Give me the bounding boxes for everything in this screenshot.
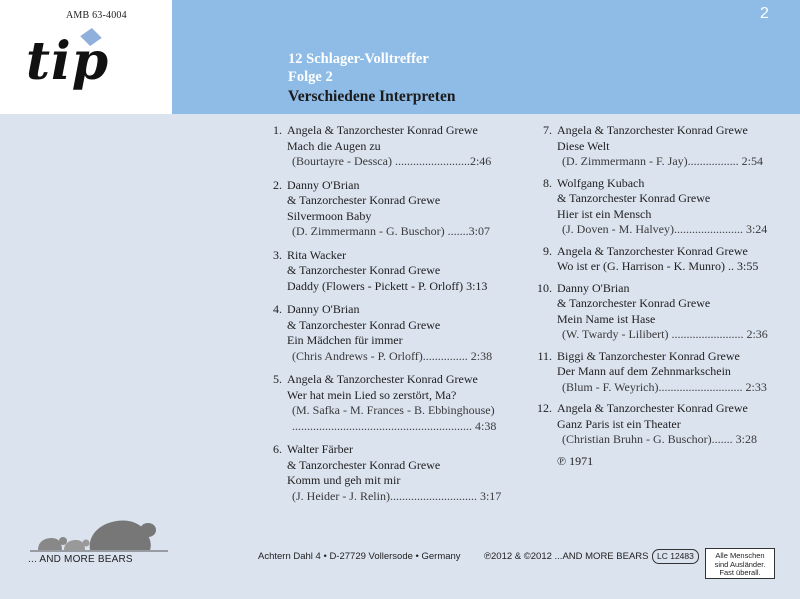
track-entry xyxy=(532,281,772,343)
track-credit: (Chris Andrews - P. Orloff)............... 2:38 xyxy=(292,348,493,363)
track-line: Silvermoon Baby xyxy=(287,208,372,223)
track-line: Hier ist ein Mensch xyxy=(557,206,652,221)
tip-logo: tip xyxy=(26,31,110,92)
track-credit: (D. Zimmermann - G. Buschor) .......3:07 xyxy=(292,224,490,238)
bears-label: ... AND MORE BEARS xyxy=(28,554,133,565)
track-line: Mein Name ist Hase xyxy=(557,311,656,326)
page-number: 2 xyxy=(760,5,769,22)
track-line: Ganz Paris ist ein Theater xyxy=(557,416,681,431)
track-line: Komm und geh mit mir xyxy=(287,473,401,487)
logo-panel xyxy=(0,0,172,114)
tracklist-left xyxy=(262,123,502,512)
label-code-badge: LC 12483 xyxy=(652,549,699,564)
slogan-box xyxy=(705,548,775,579)
track-number: 11. xyxy=(537,348,552,363)
track-credit: (M. Safka - M. Frances - B. Ebbinghouse) xyxy=(292,403,495,417)
track-line: & Tanzorchester Konrad Grewe xyxy=(287,193,441,207)
copyright-year: ℗ 1971 xyxy=(557,453,594,468)
track-credit: (W. Twardy - Lilibert) ........................ 2:36 xyxy=(562,327,768,341)
track-line: Angela & Tanzorchester Konrad Grewe xyxy=(557,243,748,258)
track-line: Walter Färber xyxy=(287,442,353,456)
track-line: Danny O'Brian xyxy=(287,302,360,316)
catalog-number: AMB 63-4004 xyxy=(66,10,127,21)
rights-notice: ℗2012 & ©2012 ...AND MORE BEARS xyxy=(484,551,649,562)
track-entry xyxy=(262,372,502,434)
track-line: Wolfgang Kubach xyxy=(557,175,645,190)
track-credit: (Bourtayre - Dessca) .........................2:46 xyxy=(292,154,492,168)
album-title: 12 Schlager-Volltreffer xyxy=(288,51,429,67)
track-entry xyxy=(532,401,772,448)
slogan-line: Fast überall. xyxy=(719,568,761,577)
track-line: & Tanzorchester Konrad Grewe xyxy=(287,457,441,472)
track-entry xyxy=(262,178,502,240)
track-line: Diese Welt xyxy=(557,138,610,153)
track-entry xyxy=(532,244,772,275)
track-line: Wer hat mein Lied so zerstört, Ma? xyxy=(287,387,457,402)
track-line: Angela & Tanzorchester Konrad Grewe xyxy=(557,123,748,137)
track-line: Danny O'Brian xyxy=(557,280,630,295)
track-number: 6. xyxy=(273,442,282,456)
track-line: & Tanzorchester Konrad Grewe xyxy=(287,263,441,277)
album-volume: Folge 2 xyxy=(288,69,333,85)
track-line: Daddy (Flowers - Pickett - P. Orloff) 3:13 xyxy=(287,278,488,293)
track-entry xyxy=(532,176,772,238)
track-line: Ein Mädchen für immer xyxy=(287,333,403,347)
track-number: 3. xyxy=(273,247,282,262)
track-number: 10. xyxy=(537,280,552,295)
bears-logo-icon xyxy=(30,512,170,554)
track-line: Angela & Tanzorchester Konrad Grewe xyxy=(287,372,478,386)
track-entry xyxy=(532,123,772,170)
publisher-address: Achtern Dahl 4 • D-27729 Vollersode • Germany xyxy=(258,551,461,562)
track-line: & Tanzorchester Konrad Grewe xyxy=(557,191,711,205)
track-credit: ............................................................ 4:38 xyxy=(292,418,497,433)
track-line: Wo ist er (G. Harrison - K. Munro) .. 3:55 xyxy=(557,259,759,273)
track-credit: (J. Heider - J. Relin)............................. 3:17 xyxy=(292,488,502,503)
track-number: 1. xyxy=(273,123,282,137)
track-number: 12. xyxy=(537,401,552,415)
slogan-line: sind Ausländer. xyxy=(714,559,766,569)
track-credit: (Christian Bruhn - G. Buschor)....... 3:28 xyxy=(562,432,757,446)
track-number: 7. xyxy=(543,123,552,137)
track-line: Der Mann auf dem Zehnmarkschein xyxy=(557,364,731,378)
slogan-line: Alle Menschen xyxy=(715,551,765,560)
track-number: 8. xyxy=(543,175,552,190)
track-line: Biggi & Tanzorchester Konrad Grewe xyxy=(557,348,740,363)
track-line: Mach die Augen zu xyxy=(287,138,381,153)
track-credit: (D. Zimmermann - F. Jay)................. 2:54 xyxy=(562,154,764,168)
track-line: Rita Wacker xyxy=(287,247,347,262)
track-line: Danny O'Brian xyxy=(287,177,360,192)
track-line: & Tanzorchester Konrad Grewe xyxy=(287,317,441,332)
track-entry xyxy=(262,442,502,504)
track-number: 4. xyxy=(273,302,282,316)
album-artists: Verschiedene Interpreten xyxy=(288,88,456,105)
track-number: 9. xyxy=(543,243,552,258)
track-entry xyxy=(262,123,502,170)
track-number: 2. xyxy=(273,177,282,192)
track-line: & Tanzorchester Konrad Grewe xyxy=(557,296,711,310)
track-entry xyxy=(262,248,502,295)
track-line: Angela & Tanzorchester Konrad Grewe xyxy=(287,123,478,137)
track-number: 5. xyxy=(273,372,282,386)
track-credit: (Blum - F. Weyrich)............................ 2:33 xyxy=(562,379,767,394)
tracklist-right xyxy=(532,123,772,469)
track-credit: (J. Doven - M. Halvey)....................... 3:24 xyxy=(562,222,768,236)
track-entry xyxy=(262,302,502,364)
track-line: Angela & Tanzorchester Konrad Grewe xyxy=(557,401,748,415)
track-entry xyxy=(532,349,772,396)
